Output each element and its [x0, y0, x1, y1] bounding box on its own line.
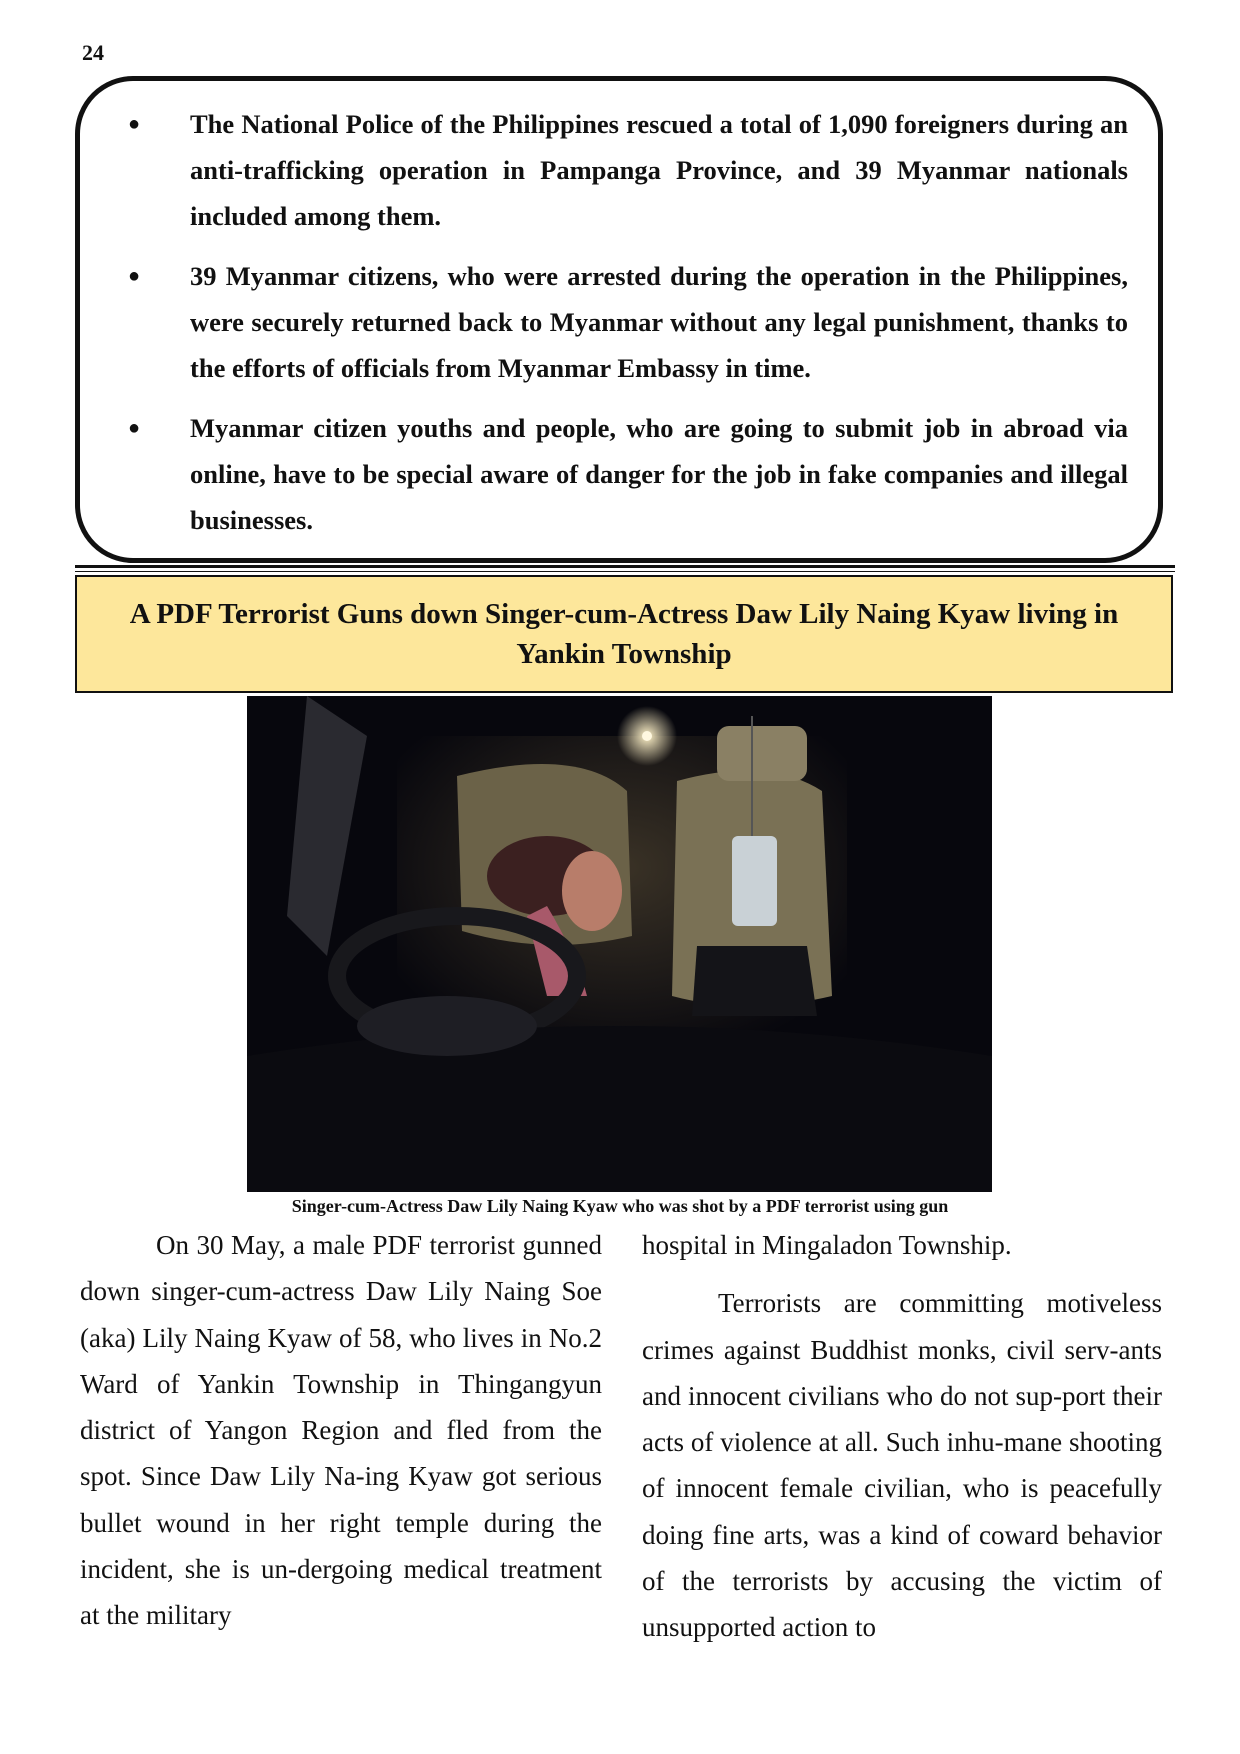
article-paragraph: On 30 May, a male PDF terrorist gunned down singer-cum-actress Daw Lily Naing Soe (aka) Lily Naing Kyaw of 58, who lives in No.2 Ward of Yankin Township in Thingangyun district of Yangon Region and fled from the spot. Since Daw Lily Na-ing Kyaw got serious bullet wound in her right temple during the incident, she is un-dergoing medical treatment at the military: [80, 1230, 602, 1631]
article-paragraph: Terrorists are committing motiveless crimes against Buddhist monks, civil serv-ants and innocent civilians who do not sup-port their acts of violence at all. Such inhu-mane shooting of innocent female civilian, who is peacefully doing fine arts, was a kind of coward behavior of the terrorists by accusing the victim of unsupported action to: [642, 1288, 1162, 1643]
divider-rule: [75, 565, 1175, 568]
bullet-dot-icon: ●: [128, 113, 141, 135]
summary-bullet-text: 39 Myanmar citizens, who were arrested during the operation in the Philippines, were securely returned back to Myanmar without any legal punishment, thanks to the efforts of officials from Myanmar Embassy in time.: [190, 261, 1128, 383]
car-interior-photo: [247, 696, 992, 1192]
summary-bullet: [104, 253, 1128, 391]
bullet-dot-icon: ●: [128, 417, 141, 439]
article-photo: [247, 696, 992, 1192]
summary-bullet-text: Myanmar citizen youths and people, who are going to submit job in abroad via online, have to be special aware of danger for the job in fake companies and illegal businesses.: [190, 413, 1128, 535]
article-paragraph: hospital in Mingaladon Township.: [642, 1230, 1012, 1260]
page-number: 24: [82, 40, 104, 65]
summary-box: [75, 76, 1163, 563]
photo-caption: Singer-cum-Actress Daw Lily Naing Kyaw who was shot by a PDF terrorist using gun: [291, 1196, 949, 1216]
bullet-dot-icon: ●: [128, 265, 141, 287]
summary-bullet-text: The National Police of the Philippines rescued a total of 1,090 foreigners during an anti-trafficking operation in Pampanga Province, and 39 Myanmar nationals included among them.: [190, 109, 1128, 231]
summary-bullet: [104, 101, 1128, 239]
summary-bullet: [104, 405, 1128, 543]
article-column-left: [80, 1222, 602, 1639]
divider-rule: [75, 571, 1175, 572]
article-column-right: [642, 1222, 1162, 1651]
article-headline: A PDF Terrorist Guns down Singer-cum-Actress Daw Lily Naing Kyaw living in Yankin Township: [75, 575, 1173, 693]
summary-list: [104, 101, 1128, 543]
